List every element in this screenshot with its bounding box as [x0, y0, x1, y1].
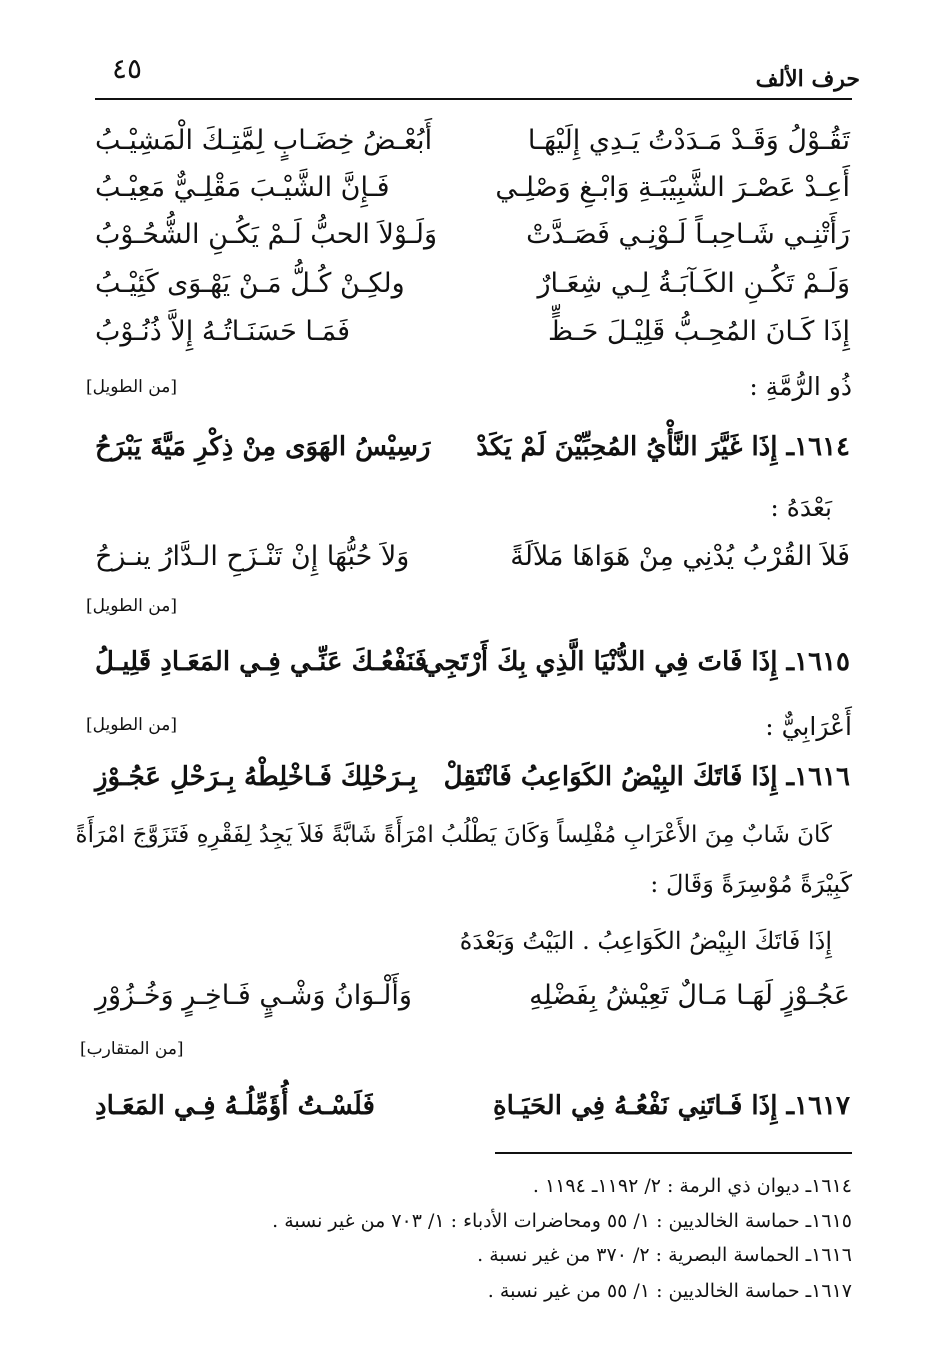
- footnote: ١٦١٤ـ ديوان ذي الرمة : ٢/ ١١٩٢ـ ١١٩٤ .: [532, 1175, 852, 1197]
- verse-line: [85, 219, 850, 265]
- footnote: ١٦١٧ـ حماسة الخالديين : ١/ ٥٥ من غير نسبة .: [487, 1280, 852, 1302]
- verse-1615: [85, 647, 850, 693]
- verse-first-hemistich: ١٦١٧ـ إِذَا فَـاتَنِي نَفْعُـهُ فِي الحَيَـاةِ: [492, 1091, 850, 1121]
- footnote: ١٦١٥ـ حماسة الخالديين : ١/ ٥٥ ومحاضرات الأدباء : ١/ ٧٠٣ من غير نسبة .: [272, 1210, 852, 1232]
- verse-first-hemistich: رَأَتْنِـي شَـاحِبـاً لَـوْنِـي فَصَـدَّتْ: [526, 219, 850, 250]
- verse-second-hemistich: فَـإِنَّ الشَّيْـبَ مَقْلِـيٌّ مَعِيْـبُ: [95, 172, 390, 203]
- page-number: ٤٥: [112, 52, 143, 85]
- verse-first-hemistich: إِذَا كَـانَ المُحِـبُّ قَلِيْـلَ حَـظٍّ: [548, 316, 850, 347]
- continuation-label: بَعْدَهُ :: [770, 493, 832, 522]
- meter-label: [من الطويل]: [86, 377, 177, 397]
- footnote: ١٦١٦ـ الحماسة البصرية : ٢/ ٣٧٠ من غير نسبة .: [477, 1244, 852, 1266]
- verse-second-hemistich: وَلاَ حُبُّهَا إِنْ تَنْـزَحِ الـدَّارُ ينـزحُ: [95, 541, 410, 572]
- verse-line: [85, 541, 850, 587]
- verse-line: [85, 316, 850, 362]
- verse-line: [85, 125, 850, 171]
- verse-second-hemistich: فَلَسْـتُ أُؤَمِّلُـهُ فِـي المَعَـادِ: [95, 1091, 375, 1121]
- header-rule: [95, 98, 852, 100]
- chapter-title: حرف الألف: [755, 66, 860, 92]
- poet-name: أَعْرَابِيٌّ :: [765, 712, 852, 741]
- verse-first-hemistich: ١٦١٦ـ إِذَا فَاتَكَ البِيْضُ الكَوَاعِبُ فَانْتَقِلْ: [443, 762, 850, 792]
- verse-first-hemistich: فَلاَ القُرْبُ يُدْنِي مِنْ هَوَاهَا مَلاَلَةً: [510, 541, 850, 572]
- verse-second-hemistich: أَبُعْـضُ خِضَـابٍ لِمَّتِـكَ الْمَشِيْـبُ: [95, 125, 433, 156]
- verse-first-hemistich: عَجُـوْزٍ لَهَـا مَـالٌ تَعِيْشُ بِفَضْلِهِ: [529, 980, 850, 1011]
- meter-label: [من الطويل]: [86, 596, 177, 616]
- verse-first-hemistich: أَعِـدْ عَصْـرَ الشَّبِيْبَـةِ وَابْـغِ وَصْلِـي: [495, 172, 850, 203]
- poet-name: ذُو الرُّمَّةِ :: [749, 372, 852, 401]
- verse-1614: [85, 432, 850, 478]
- verse-second-hemistich: وَلَـوْلاَ الحبُّ لَـمْ يَكُـنِ الشُّحُـوْبُ: [95, 219, 438, 250]
- prose-line: كَبِيْرَةً مُوْسِرَةً وَقَالَ :: [650, 870, 852, 898]
- verse-first-hemistich: تَقُـوْلُ وَقَـدْ مَـدَدْتُ يَـدِي إِلَيْهَـا: [527, 125, 850, 156]
- prose-line: إِذَا فَاتَكَ البِيْضُ الكَوَاعِبُ . البَيْتُ وَبَعْدَهُ: [459, 927, 832, 955]
- footnote-rule: [495, 1152, 852, 1154]
- verse-second-hemistich: فَنَفْعُـكَ عَنِّـي فِـي المَعَـادِ قَلِيـلُ: [95, 647, 428, 677]
- verse-line: [85, 268, 850, 314]
- verse-second-hemistich: رَسِيْسُ الهَوَى مِنْ ذِكْرِ مَيَّةَ يَبْرَحُ: [95, 432, 431, 462]
- prose-line: كَانَ شَابٌ مِنَ الأَعْرَابِ مُفْلِساً وَكَانَ يَطْلُبُ امْرَأَةً شَابَّةً فَلاَ يَجِدُ لِفَقْرِهِ فَتَزَوَّجَ امْرَأَةً: [75, 822, 832, 848]
- verse-first-hemistich: وَلَـمْ تَكُـنِ الكَـآبَـةُ لِـي شِعَـارٌ: [537, 268, 850, 299]
- verse-first-hemistich: ١٦١٤ـ إِذَا غَيَّرَ النَّأْيُ المُحِبِّيْنَ لَمْ يَكَدْ: [476, 432, 850, 462]
- meter-label: [من المتقارب]: [80, 1039, 184, 1059]
- verse-second-hemistich: فَمَـا حَسَنَـاتُـهُ إِلاَّ ذُنُـوْبُ: [95, 316, 351, 347]
- verse-second-hemistich: بِـرَحْلِكَ فَـاخْلِطْهُ بِـرَحْلِ عَجُـوْزِ: [95, 762, 417, 792]
- verse-line: [85, 980, 850, 1026]
- verse-1617: [85, 1091, 850, 1137]
- verse-second-hemistich: ولكِـنْ كُـلُّ مَـنْ يَهْـوَى كَئِيْـبُ: [95, 268, 405, 299]
- verse-first-hemistich: ١٦١٥ـ إِذَا فَاتَ فِي الدُّنْيَا الَّذِي بِكَ أَرْتَجِي: [422, 647, 850, 677]
- verse-line: [85, 172, 850, 218]
- verse-second-hemistich: وَأَلْـوَانُ وَشْـيٍ فَـاخِـرٍ وَخُـزُوْرِ: [95, 980, 412, 1011]
- verse-1616: [85, 762, 850, 808]
- meter-label: [من الطويل]: [86, 715, 177, 735]
